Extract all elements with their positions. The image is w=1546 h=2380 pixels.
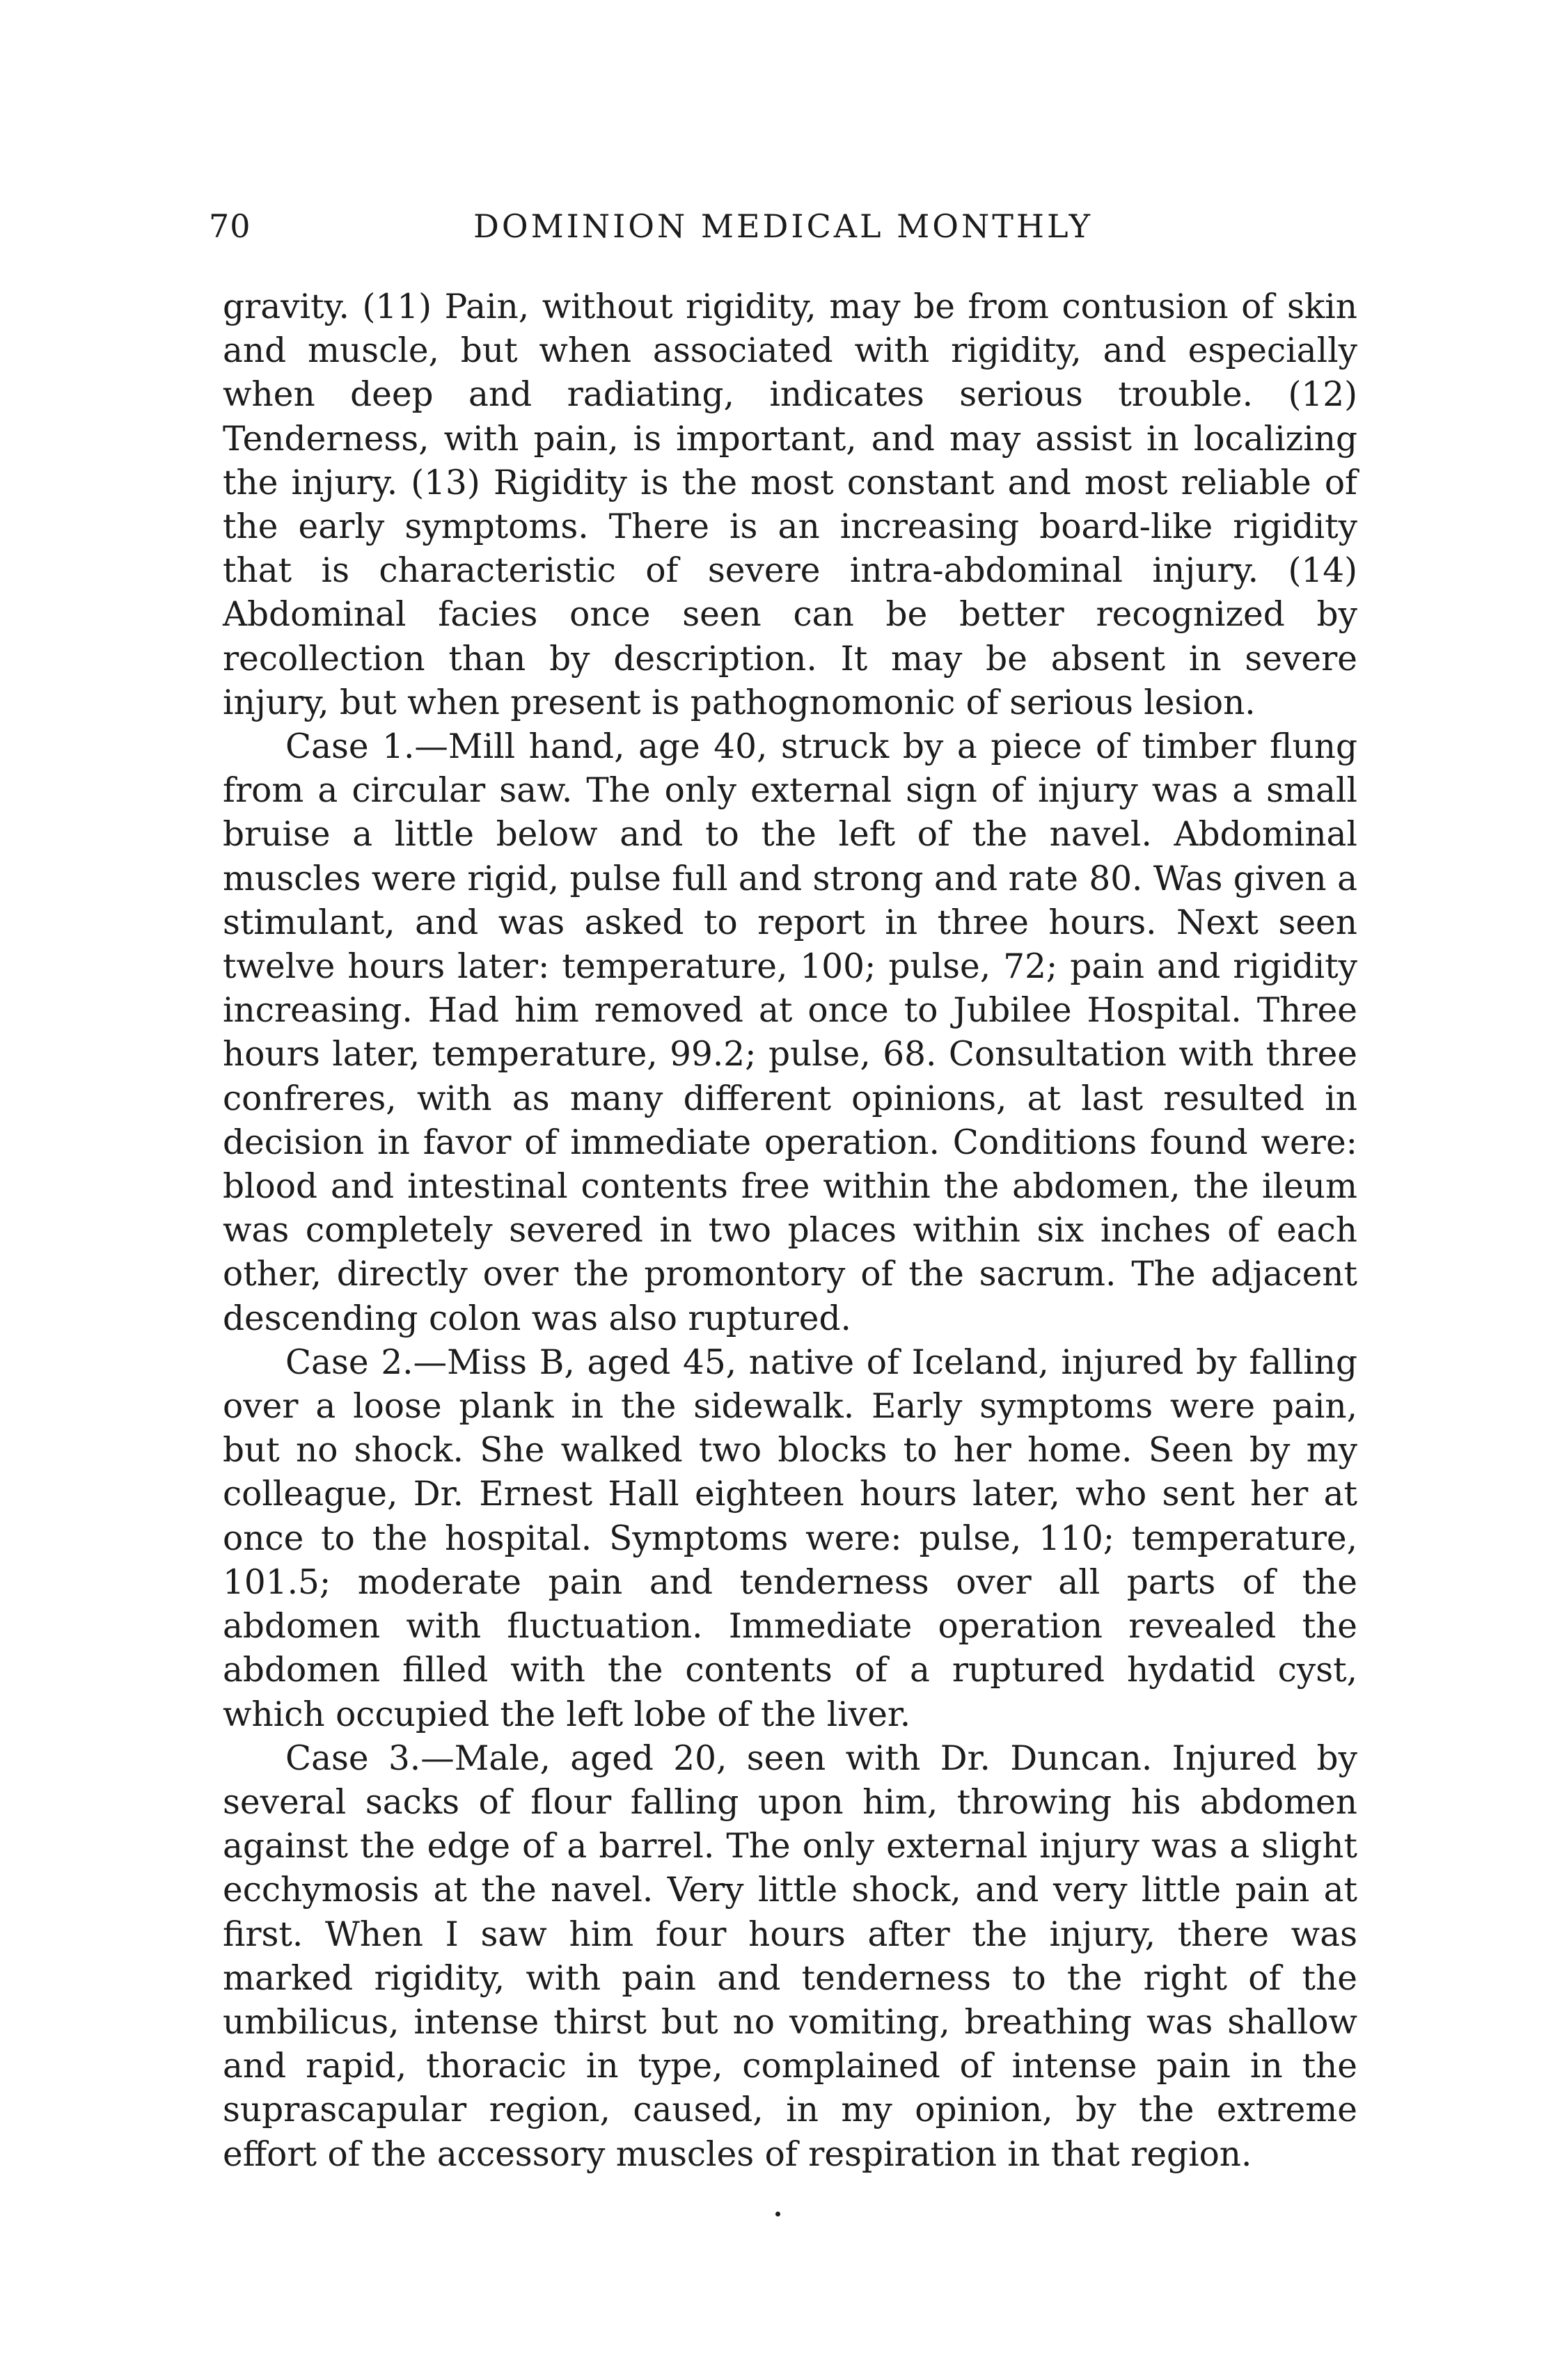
paragraph-case-2: Case 2.—Miss B, aged 45, native of Iceland, injured by falling over a loose plank in the sidewalk. Early symptoms were pain, but no shock. She walked two blocks to her home. Seen by my colleague, Dr. Ernest Hall eighteen hours later, who sent her at once to the hospital. Symptoms were: pulse, 110; temperature, 101.5; moderate pain and tenderness over all parts of the abdomen with fluctuation. Immediate operation revealed the abdomen filled with the contents of a ruptured hydatid cyst, which occupied the left lobe of the liver.: [223, 1342, 1357, 1734]
page-number: 70: [209, 207, 251, 245]
paragraph-symptoms: gravity. (11) Pain, without rigidity, may be from contusion of skin and muscle, but when associated with rigidity, and especially when deep and radiating, indicates serious trouble. (12) Tenderness, with pain, is important, and may assist in localizing the injury. (13) Rigidity is the most constant and most reliable of the early symptoms. There is an increasing board-like rigidity that is characteristic of severe intra-abdominal injury. (14) Abdominal facies once seen can be better recognized by recollection than by description. It may be absent in severe injury, but when present is pathognomonic of serious lesion.: [223, 287, 1357, 722]
ink-speck: [775, 2212, 780, 2216]
paragraph-case-1: Case 1.—Mill hand, age 40, struck by a piece of timber flung from a circular saw. The only external sign of injury was a small bruise a little below and to the left of the navel. Abdominal muscles were rigid, pulse full and strong and rate 80. Was given a stimulant, and was asked to report in three hours. Next seen twelve hours later: temperature, 100; pulse, 72; pain and rigidity increasing. Had him removed at once to Jubilee Hospital. Three hours later, temperature, 99.2; pulse, 68. Consultation with three confreres, with as many different opinions, at last resulted in decision in favor of immediate operation. Conditions found were: blood and intestinal contents free within the abdomen, the ileum was completely severed in two places within six inches of each other, directly over the promontory of the sacrum. The adjacent descending colon was also ruptured.: [223, 727, 1357, 1338]
article-body: [223, 285, 1357, 2177]
page-header: [209, 207, 1357, 249]
paragraph-case-3: Case 3.—Male, aged 20, seen with Dr. Duncan. Injured by several sacks of flour falling upon him, throwing his abdomen against the edge of a barrel. The only external injury was a slight ecchymosis at the navel. Very little shock, and very little pain at first. When I saw him four hours after the injury, there was marked rigidity, with pain and tenderness to the right of the umbilicus, intense thirst but no vomiting, breathing was shallow and rapid, thoracic in type, complained of intense pain in the suprascapular region, caused, in my opinion, by the extreme effort of the accessory muscles of respiration in that region.: [223, 1738, 1357, 2174]
running-title: DOMINION MEDICAL MONTHLY: [473, 207, 1094, 245]
